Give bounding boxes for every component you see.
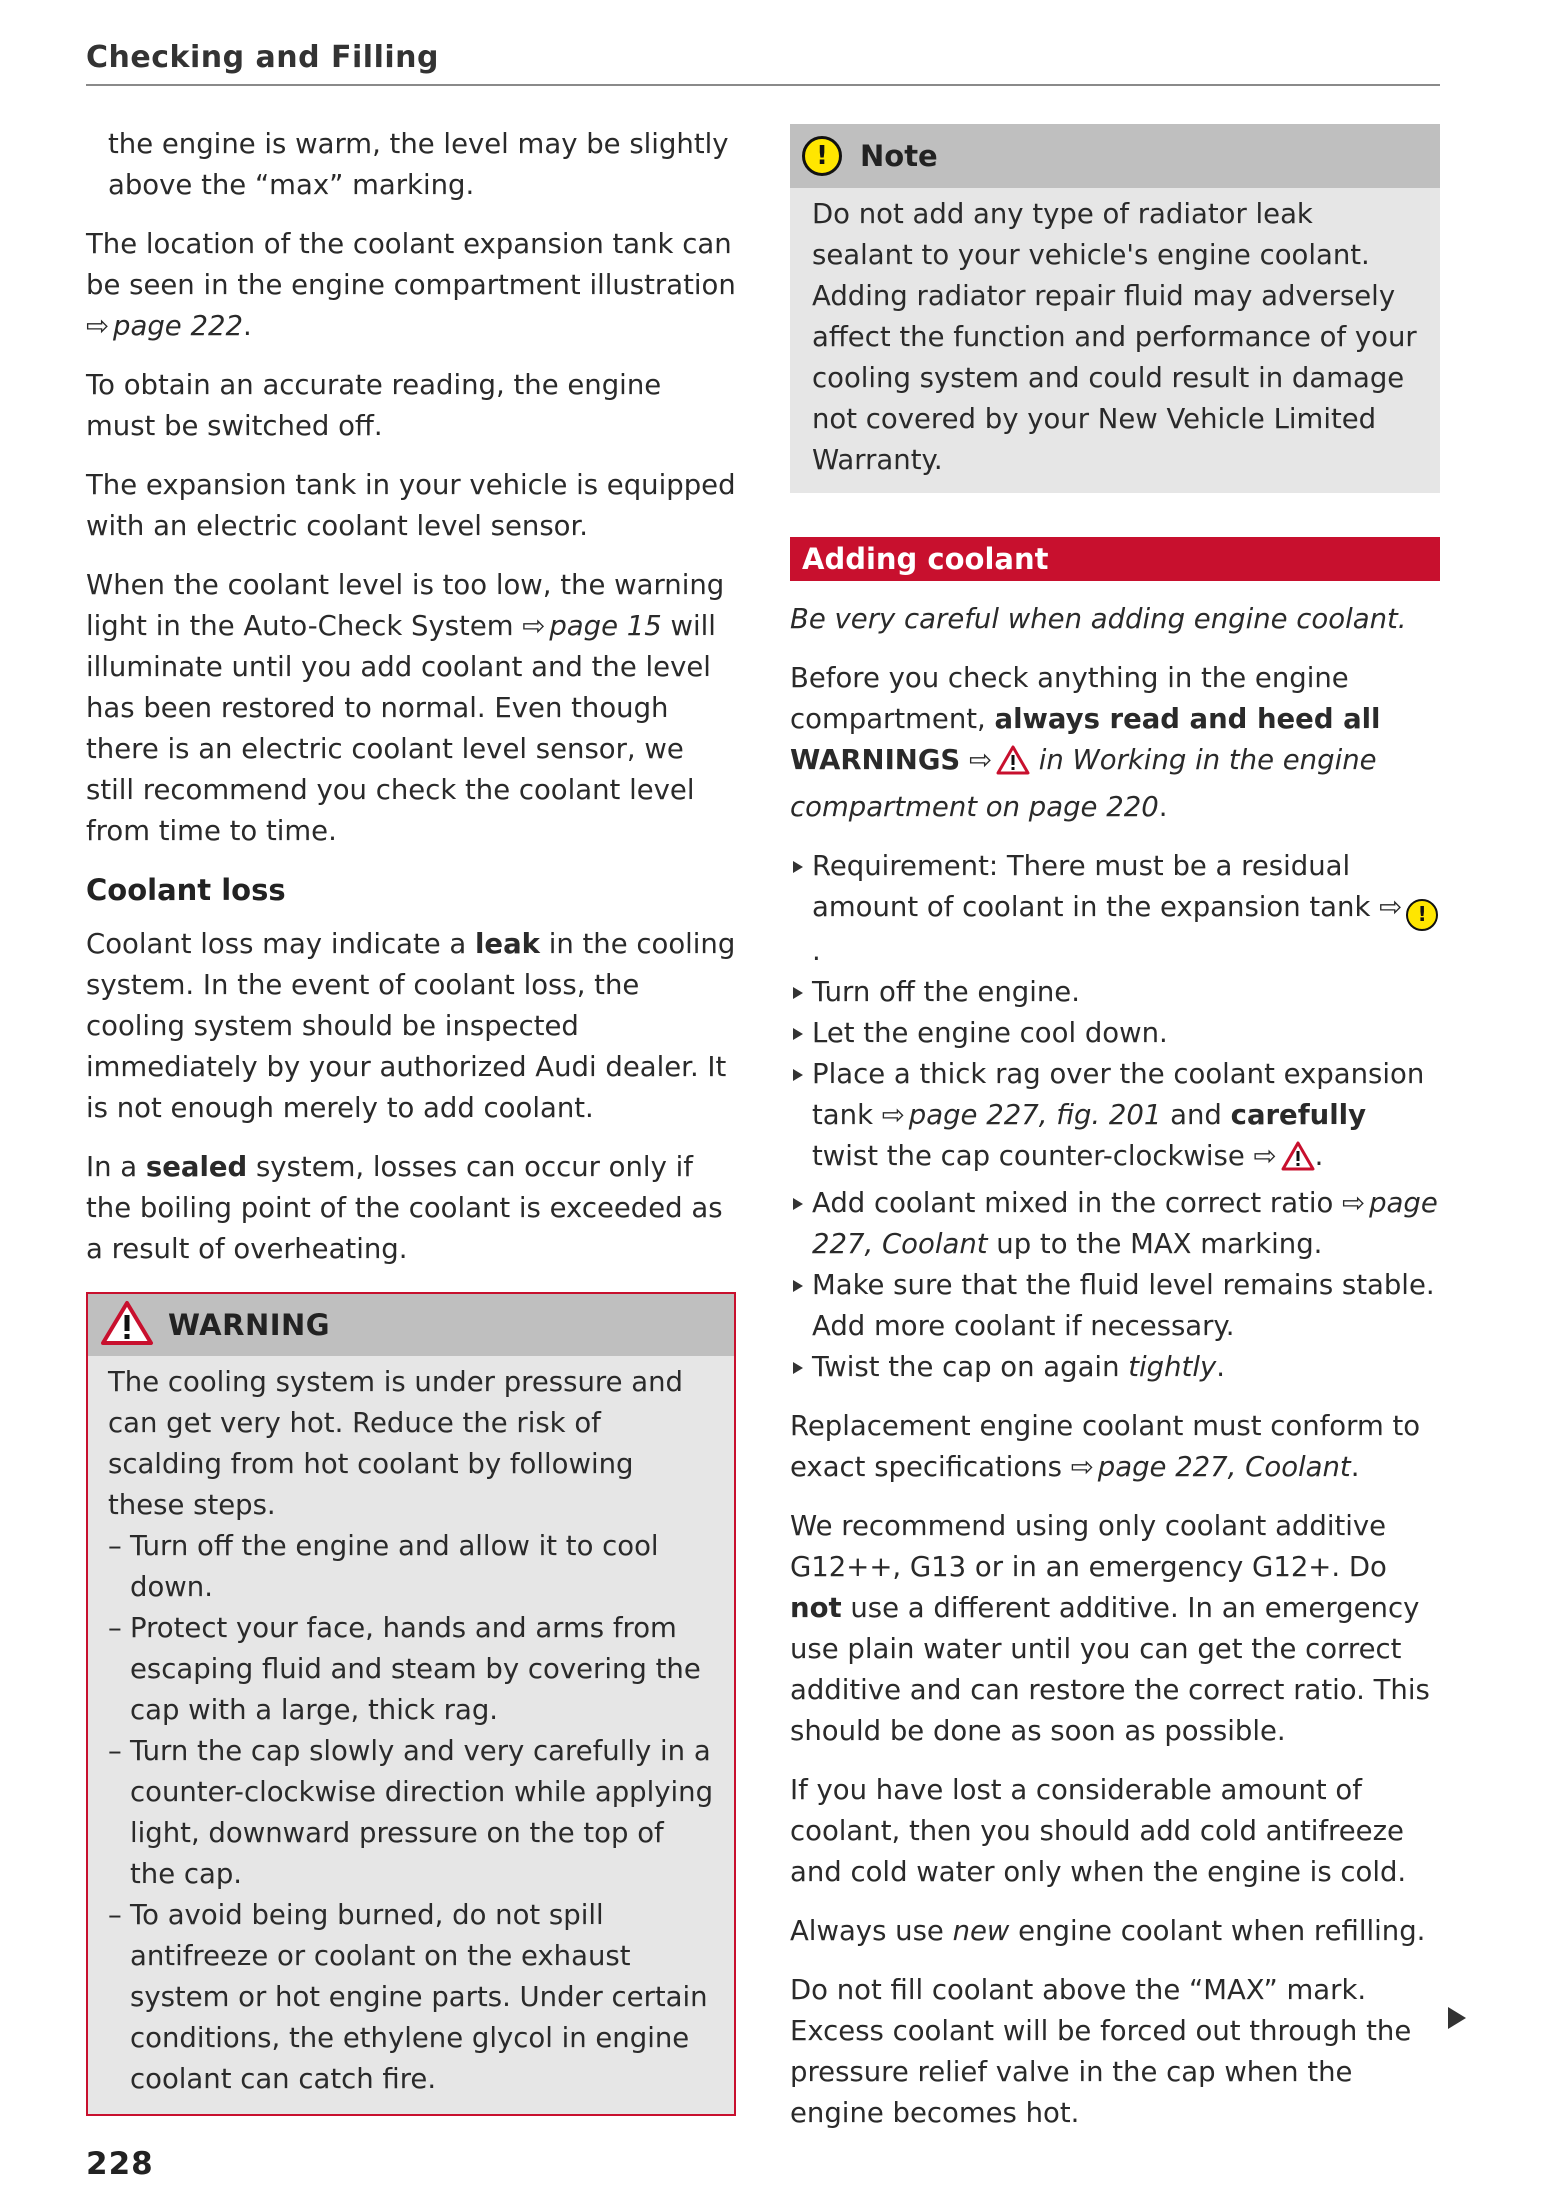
left-column (86, 124, 736, 2116)
warning-triangle-icon (100, 1300, 154, 1350)
step-item: Requirement: There must be a residual amount of coolant in the expansion tank ⇨ !. (790, 846, 1440, 972)
paragraph-replacement: Replacement engine coolant must conform to exact specifications ⇨ page 227, Coolant. (790, 1406, 1440, 1488)
list-item: – Turn the cap slowly and very carefully in a counter-clockwise direction while applying light, downward pressure on the top of the cap. (108, 1731, 714, 1895)
step-item: Let the engine cool down. (790, 1013, 1440, 1054)
paragraph-location: The location of the coolant expansion tank can be seen in the engine compartment illustration ⇨ page 222. (86, 224, 736, 347)
warning-triangle-icon (1281, 1141, 1315, 1183)
page-reference-link[interactable]: ⇨ page 227, Coolant (1071, 1451, 1351, 1483)
paragraph-sealed-system: In a sealed system, losses can occur only if the boiling point of the coolant is exceeded as a result of overheating. (86, 1151, 723, 1265)
section-title-adding-coolant: Adding coolant (790, 537, 1440, 581)
list-item: – Protect your face, hands and arms from escaping fluid and steam by covering the cap with a large, thick rag. (108, 1608, 714, 1731)
paragraph-lost-coolant: If you have lost a considerable amount of coolant, then you should add cold antifreeze and cold water only when the engine is cold. (790, 1773, 1407, 1888)
page-reference-link[interactable]: ⇨ page 227, fig. 201 (882, 1099, 1162, 1131)
heading-coolant-loss: Coolant loss (86, 873, 286, 907)
warning-intro: The cooling system is under pressure and can get very hot. Reduce the risk of scalding from hot coolant by following these steps. (108, 1366, 683, 1521)
chapter-title: Checking and Filling (86, 40, 439, 75)
step-item: Twist the cap on again tightly. (790, 1347, 1440, 1388)
page-header (86, 40, 1440, 86)
page-number: 228 (86, 2146, 154, 2182)
paragraph-accurate-reading: To obtain an accurate reading, the engine must be switched off. (86, 369, 662, 442)
paragraph-recommend: We recommend using only coolant additive G12++, G13 or in an emergency G12+. Do not use a different additive. In an emergency use plain water until you can get the correct additive and can restore the correct ratio. This should be done as soon as possible. (790, 1509, 1430, 1747)
step-item: Add coolant mixed in the correct ratio ⇨ page 227, Coolant up to the MAX marking. (790, 1183, 1440, 1265)
right-column (790, 124, 1440, 2152)
note-body (790, 188, 1440, 493)
paragraph-before-check: Before you check anything in the engine compartment, always read and heed all WARNINGS ⇨ in Working in the engine compartment on page 220. (790, 658, 1440, 828)
page-reference-link[interactable]: in Working in the engine compartment on page 220 (790, 744, 1377, 823)
warning-list (108, 1526, 714, 2100)
list-item: – Turn off the engine and allow it to cool down. (108, 1526, 714, 1608)
exclamation-circle-icon: ! (1406, 899, 1438, 931)
paragraph-sensor: The expansion tank in your vehicle is equipped with an electric coolant level sensor. (86, 469, 736, 542)
warning-triangle-icon (996, 745, 1030, 787)
warning-label: WARNING (168, 1308, 331, 1342)
note-text: Do not add any type of radiator leak sealant to your vehicle's engine coolant. Adding radiator repair fluid may adversely affect the function and performance of your cooling system and could result in damage not covered by your New Vehicle Limited Warranty. (812, 198, 1417, 476)
paragraph-continued: the engine is warm, the level may be slightly above the “max” marking. (108, 128, 729, 201)
list-item: – To avoid being burned, do not spill antifreeze or coolant on the exhaust system or hot engine parts. Under certain conditions, the ethylene glycol in engine coolant can catch fire. (108, 1895, 714, 2100)
paragraph-always-new: Always use new engine coolant when refilling. (790, 1914, 1426, 1947)
page-reference-link[interactable]: ⇨ page 222 (86, 310, 243, 342)
warning-box (86, 1292, 736, 2116)
step-item: Make sure that the fluid level remains stable. Add more coolant if necessary. (790, 1265, 1440, 1347)
procedure-steps (790, 846, 1440, 1388)
paragraph-coolant-loss: Coolant loss may indicate a leak in the cooling system. In the event of coolant loss, the cooling system should be inspected immediately by your authorized Audi dealer. It is not enough merely to add coolant. (86, 928, 736, 1124)
note-label: Note (860, 139, 938, 173)
paragraph-low-level: When the coolant level is too low, the warning light in the Auto-Check System ⇨ page 15 will illuminate until you add coolant and the level has been restored to normal. Even though there is an electric coolant level sensor, we still recommend you check the coolant level from time to time. (86, 565, 736, 852)
page-reference-link[interactable]: ⇨ page 227, Coolant (812, 1187, 1438, 1260)
page-reference-link[interactable]: ⇨ page 15 (522, 610, 661, 642)
note-box (790, 124, 1440, 493)
warning-header (88, 1294, 734, 1356)
warning-body (88, 1356, 734, 2114)
step-item: Place a thick rag over the coolant expansion tank ⇨ page 227, fig. 201 and carefully twist the cap counter-clockwise ⇨ . (790, 1054, 1440, 1183)
step-item: Turn off the engine. (790, 972, 1440, 1013)
exclamation-circle-icon: ! (802, 136, 842, 176)
note-header (790, 124, 1440, 188)
paragraph-max-mark: Do not fill coolant above the “MAX” mark. Excess coolant will be forced out through the pressure relief valve in the cap when the engine becomes hot. (790, 1973, 1412, 2129)
section-intro: Be very careful when adding engine coolant. (790, 603, 1407, 635)
continue-arrow-icon (1448, 2007, 1466, 2029)
